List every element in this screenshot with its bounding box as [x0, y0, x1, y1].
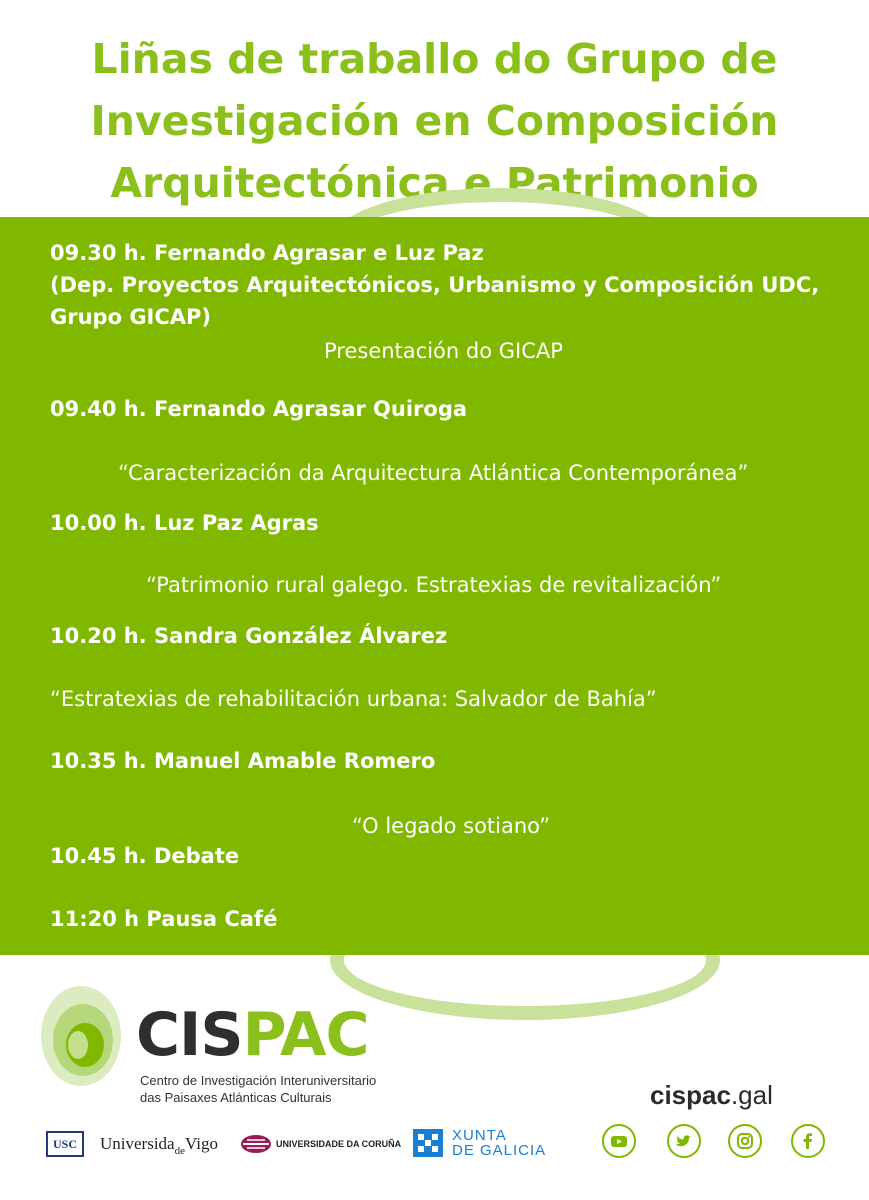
udc-emblem-icon [240, 1134, 272, 1154]
session-7-coffee-break: 11:20 h Pausa Café [50, 907, 278, 931]
cispac-wordmark [136, 1000, 369, 1070]
cispac-subtitle-line-1: Centro de Investigación Interuniversitario [140, 1073, 377, 1088]
program-panel [0, 217, 869, 955]
xunta-emblem-icon [412, 1128, 444, 1158]
session-4-talk: “Estratexias de rehabilitación urbana: Salvador de Bahía” [50, 687, 657, 711]
cispac-wordmark-pac: PAC [242, 1000, 369, 1070]
session-4-speaker: 10.20 h. Sandra González Álvarez [50, 624, 448, 648]
title-line-2: Investigación en Composición [90, 97, 779, 145]
uvigo-logo-part-2: de [174, 1145, 185, 1157]
usc-logo-text: USC [46, 1131, 84, 1157]
facebook-icon[interactable] [791, 1124, 825, 1158]
website-link[interactable] [650, 1080, 773, 1111]
session-6-debate: 10.45 h. Debate [50, 844, 240, 868]
twitter-icon[interactable] [667, 1124, 701, 1158]
cispac-subtitle-line-2: das Paisaxes Atlánticas Culturais [140, 1090, 332, 1105]
session-5-speaker: 10.35 h. Manuel Amable Romero [50, 749, 436, 773]
session-3-speaker: 10.00 h. Luz Paz Agras [50, 511, 319, 535]
xunta-logo-line-1: XUNTA [452, 1127, 507, 1144]
session-1-speakers: 09.30 h. Fernando Agrasar e Luz Paz [50, 241, 484, 265]
page-title [0, 28, 869, 214]
session-1-affiliation-group: Grupo GICAP) [50, 305, 212, 329]
youtube-icon[interactable] [602, 1124, 636, 1158]
instagram-icon[interactable] [728, 1124, 762, 1158]
session-1-talk: Presentación do GICAP [324, 339, 563, 363]
title-line-3: Arquitectónica e Patrimonio [110, 159, 759, 207]
session-2-speaker: 09.40 h. Fernando Agrasar Quiroga [50, 397, 468, 421]
website-link-tld: .gal [730, 1080, 773, 1110]
session-5-talk: “O legado sotiano” [352, 814, 551, 838]
session-3-talk: “Patrimonio rural galego. Estratexias de revitalización” [146, 573, 722, 597]
cispac-wordmark-cis: CIS [136, 1000, 243, 1070]
uvigo-logo-part-1: Universida [100, 1134, 175, 1153]
uvigo-logo-part-3: Vigo [184, 1134, 218, 1153]
xunta-logo-line-2: DE GALICIA [452, 1142, 547, 1159]
title-line-1: Liñas de traballo do Grupo de [91, 35, 778, 83]
xunta-logo [412, 1128, 546, 1158]
usc-logo [46, 1131, 84, 1157]
cispac-logo-icon [40, 985, 122, 1087]
website-link-bold: cispac [650, 1080, 731, 1110]
udc-logo-text: UNIVERSIDADE DA CORUÑA [276, 1139, 402, 1149]
uvigo-logo [100, 1134, 218, 1157]
session-1-affiliation: (Dep. Proyectos Arquitectónicos, Urbanismo y Composición UDC, [50, 273, 820, 297]
session-2-talk: “Caracterización da Arquitectura Atlántica Contemporánea” [118, 461, 749, 485]
udc-logo [240, 1134, 401, 1154]
